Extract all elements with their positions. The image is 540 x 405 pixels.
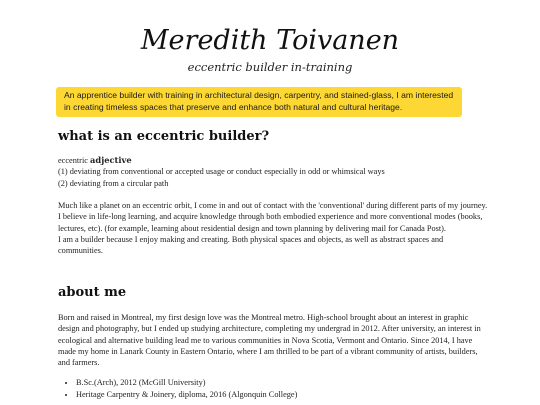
definition-term (58, 155, 488, 166)
credentials-list (58, 377, 488, 401)
site-title: Meredith Toivanen (140, 25, 400, 56)
eccentric-paragraph-2: I am a builder because I enjoy making and creating. Both physical spaces and objects, as well as abstract spaces and communities. (58, 234, 444, 256)
eccentric-paragraphs (58, 200, 488, 256)
about-paragraph: Born and raised in Montreal, my first design love was the Montreal metro. High-school brought about an interest in graphic design and photography, but I ended up studying architecture, completing my undergrad in 2012. After university, an interest in ecological and alternative building lead me to various communities in Nova Scotia, Vermont and Ontario. Since 2014, I have made my home in Lanark County in Eastern Ontario, where I am thrilled to be part of a vibrant community of artists, builders, and farmers. (58, 313, 481, 368)
definition-part-of-speech: adjective (90, 155, 132, 165)
credential-item: • B.Sc.(Arch), 2012 (McGill University) (76, 377, 488, 389)
intro-callout: An apprentice builder with training in architectural design, carpentry, and stained-glass, I am interested in creating timeless spaces that preserve and enhance both natural and cultural heritage. (56, 87, 462, 117)
heading-eccentric-builder: what is an eccentric builder? (58, 129, 270, 144)
definition-block (58, 155, 488, 189)
definition-word: eccentric (58, 156, 88, 165)
heading-about-me: about me (58, 285, 127, 300)
eccentric-paragraph-1: Much like a planet on an eccentric orbit, I come in and out of contact with the 'conventional' during different parts of my journey. I believe in life-long learning, and acquire knowledge through both embodied experience and more conventional modes (books, lectures, etc). (for example, learning about residential design and town planning by delivering mail for Canada Post). (58, 201, 488, 233)
site-subtitle: eccentric builder in-training (187, 60, 353, 74)
credential-item: • Heritage Carpentry & Joinery, diploma, 2016 (Algonquin College) (76, 389, 488, 401)
definition-1: (1) deviating from conventional or accepted usage or conduct especially in odd or whimsical ways (58, 167, 385, 177)
definition-2: (2) deviating from a circular path (58, 178, 169, 188)
